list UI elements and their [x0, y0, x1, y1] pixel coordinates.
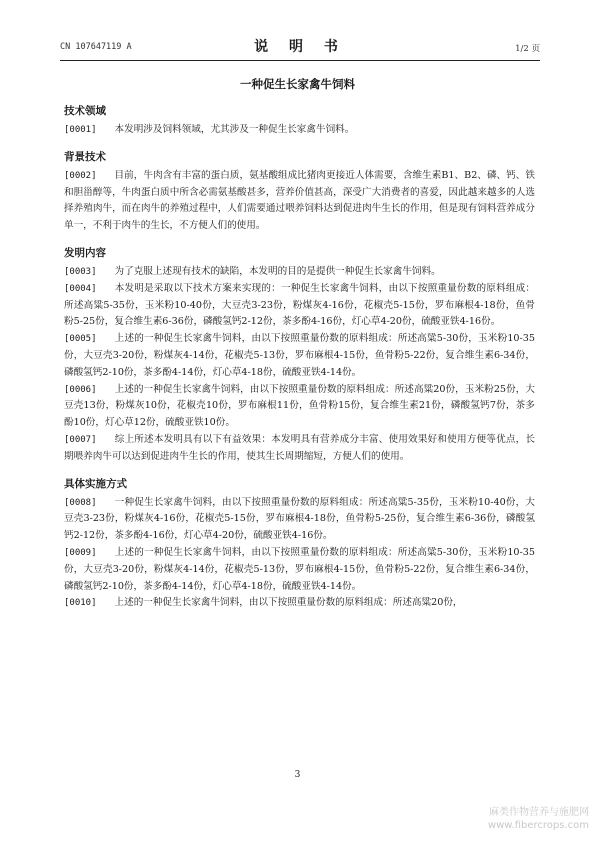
section-heading-embodiments: 具体实施方式: [64, 477, 127, 490]
paragraph-number: [0004]: [64, 283, 97, 294]
paragraph-number: [0003]: [64, 266, 97, 277]
paragraph-number: [0009]: [64, 547, 97, 558]
document-title: 一种促生长家禽牛饲料: [240, 77, 355, 91]
section-heading-background: 背景技术: [64, 150, 106, 163]
section-heading-tech-field: 技术领域: [64, 105, 106, 117]
paragraph-number: [0002]: [64, 170, 97, 181]
paragraph-text: 上述的一种促生长家禽牛饲料，由以下按照重量份数的原料组成：所述高粱20份，: [114, 597, 463, 609]
paragraph-text: 一种促生长家禽牛饲料，由以下按照重量份数的原料组成：所述高粱5-35份，玉米粉10-40份，大豆壳3-23份，粉煤灰4-16份，花椒壳5-15份，罗布麻根4-18份，鱼骨粉5-25份，复合维生素6-36份，磷酸氢钙2-12份，茶多酚4-16份，灯心草4-20份，硫酸亚铁4-16份。: [64, 496, 535, 542]
paragraph-text: 上述的一种促生长家禽牛饲料，由以下按照重量份数的原料组成：所述高粱20份，玉米粉25份，大豆壳13份，粉煤灰10份，花椒壳10份，罗布麻根11份，鱼骨粉15份，复合维生素21份，磷酸氢钙7份，茶多酚10份，灯心草12份，硫酸亚铁10份。: [64, 383, 535, 429]
header-divider: [60, 60, 540, 61]
paragraph-number: [0008]: [64, 497, 97, 508]
section-heading-summary: 发明内容: [64, 246, 106, 259]
patent-number: CN 107647119 A: [60, 42, 132, 52]
paragraph-number: [0007]: [64, 434, 97, 445]
document-body: [64, 105, 535, 612]
paragraph-text: 目前，牛肉含有丰富的蛋白质，氨基酸组成比猪肉更接近人体需要，含维生素B1、B2、磷、钙、铁和胆甾醇等，牛肉蛋白质中所含必需氨基酸甚多，营养价值甚高，深受广大消费者的喜爱，因此越来越多的人选择养殖肉牛，而在肉牛的养殖过程中，人们需要通过喂养饲料达到促进肉牛生长的作用，但是现有饲料营养成分单一，不利于肉牛的生长，不方便人们的使用。: [64, 169, 535, 232]
paragraph: [64, 264, 535, 281]
document-type-heading: 说 明 书: [254, 39, 346, 55]
page-of-indicator: 1/2 页: [515, 44, 540, 54]
paragraph-number: [0005]: [64, 334, 97, 345]
paragraph: [64, 545, 535, 595]
paragraph-number: [0010]: [64, 598, 97, 609]
paragraph-text: 为了克服上述现有技术的缺陷，本发明的目的是提供一种促生长家禽牛饲料。: [114, 265, 441, 277]
paragraph: [64, 331, 535, 381]
paragraph-text: 上述的一种促生长家禽牛饲料，由以下按照重量份数的原料组成：所述高粱5-30份，玉米粉10-35份，大豆壳3-20份，粉煤灰4-14份，花椒壳5-13份，罗布麻根4-15份，鱼骨粉5-22份，复合维生素6-34份，磷酸氢钙2-10份，茶多酚4-14份，灯心草4-18份，硫酸亚铁4-14份。: [64, 333, 535, 378]
paragraph: [64, 281, 535, 331]
watermark-site-name: 麻类作物营养与施肥网: [489, 807, 589, 818]
paragraph: [64, 122, 535, 139]
paragraph-text: 综上所述本发明具有以下有益效果：本发明具有营养成分丰富、使用效果好和使用方便等优点，长期喂养肉牛可以达到促进肉牛生长的作用，使其生长周期缩短，方便人们的使用。: [64, 433, 535, 462]
paragraph-number: [0006]: [64, 384, 97, 395]
paragraph: [64, 595, 535, 612]
paragraph: [64, 432, 535, 466]
paragraph: [64, 382, 535, 432]
paragraph-number: [0001]: [64, 125, 97, 135]
paragraph: [64, 168, 535, 235]
paragraph: [64, 495, 535, 545]
paragraph-text: 本发明是采取以下技术方案来实现的：一种促生长家禽牛饲料，由以下按照重量份数的原料组成：所述高粱5-35份，玉米粉10-40份，大豆壳3-23份，粉煤灰4-16份，花椒壳5-15份，罗布麻根4-18份，鱼骨粉5-25份，复合维生素6-36份，磷酸氢钙2-12份，茶多酚4-16份，灯心草4-20份，硫酸亚铁4-16份。: [64, 282, 535, 328]
page-header: [60, 36, 540, 58]
watermark: [488, 806, 589, 832]
page-number: 3: [294, 770, 301, 780]
watermark-url: www.fibercrops.com: [487, 820, 589, 831]
paragraph-text: 上述的一种促生长家禽牛饲料，由以下按照重量份数的原料组成：所述高粱5-30份，玉米粉10-35份，大豆壳3-20份，粉煤灰4-14份，花椒壳5-13份，罗布麻根4-15份，鱼骨粉5-22份，复合维生素6-34份，磷酸氢钙2-10份，茶多酚4-14份，灯心草4-18份，硫酸亚铁4-14份。: [64, 546, 535, 592]
paragraph-text: 本发明涉及饲料领域，尤其涉及一种促生长家禽牛饲料。: [114, 124, 355, 135]
